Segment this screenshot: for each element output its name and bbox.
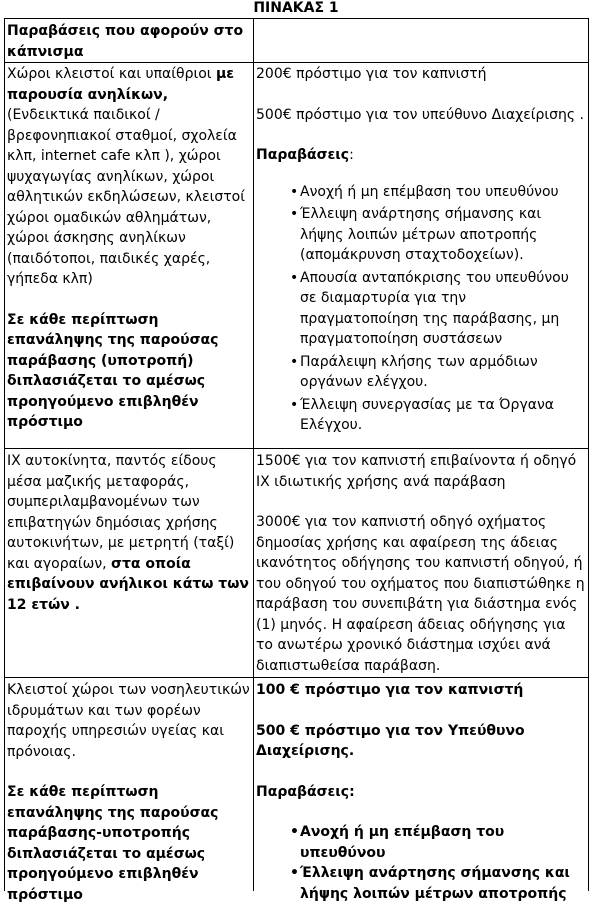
list-item: • Έλλειψη ανάρτησης σήμανσης και λήψης λοιπών μέτρων αποτροπής	[256, 863, 586, 904]
grid-line	[4, 62, 589, 63]
grid-line	[4, 448, 589, 449]
list-item: • Έλλειψη ανάρτησης σήμανσης και λήψης λοιπών μέτρων αποτροπής (απομάκρυνση σταχτοδοχείων).	[256, 204, 586, 266]
row1-violations-label: Παραβάσεις:	[256, 147, 354, 163]
list-item: • Απουσία ανταπόκρισης του υπευθύνου σε διαμαρτυρία για την πραγματοποίηση της παράβασης, μη πραγματοποίηση συστάσεων	[256, 268, 586, 350]
header-label: Παραβάσεις που αφορούν στο κάπνισμα	[7, 23, 244, 60]
row1-fine-manager: 500€ πρόστιμο για τον υπεύθυνο Διαχείρισης .	[256, 106, 585, 123]
grid-line	[253, 18, 254, 891]
header-left-cell	[7, 21, 251, 61]
list-item: • Ανοχή ή μη επέμβαση του υπευθύνου	[256, 182, 586, 203]
row2-fine-public: 3000€ για τον καπνιστή οδηγό οχήματος δημοσίας χρήσης και αφαίρεση της άδειας ικανότητος οδήγησης του καπνιστή οδηγού, ή του οδηγού του οχήματος που διαπιστώθηκε η παράβαση του συνεπιβάτη για διάστημα ενός (1) μηνός. Η αφαίρεση άδειας οδήγησης για το ανωτέρω χρονικό διάστημα ισχύει ανά διαπιστωθείσα παράβαση.	[256, 514, 585, 674]
row3-fine-smoker: 100 € πρόστιμο για τον καπνιστή	[256, 682, 524, 698]
row2-right-cell	[256, 451, 586, 675]
list-item: • Ανοχή ή μη επέμβαση του υπευθύνου	[256, 822, 586, 863]
row1-left-description: Χώροι κλειστοί και υπαίθριοι με παρουσία ανηλίκων, (Ενδεικτικά παιδικοί / βρεφονηπιακοί σταθμοί, σχολεία κλπ, internet cafe κλπ ), χώροι ψυχαγωγίας ανηλίκων, χώροι αθλητικών εκδηλώσεων, κλειστοί χώροι ομαδικών αθλημάτων, χώροι άσκησης ανηλίκων (παιδότοποι, παιδικές χαρές, γήπεδα κλπ)	[7, 66, 245, 287]
grid-line	[4, 677, 589, 678]
row3-fine-manager: 500 € πρόστιμο για τον Υπεύθυνο Διαχείρισης.	[256, 722, 525, 759]
row1-violations-list	[256, 182, 586, 436]
grid-line	[4, 18, 589, 19]
row3-right-cell	[256, 680, 586, 902]
row2-left-description: ΙΧ αυτοκίνητα, παντός είδους μέσα μαζικής μεταφοράς, συμπεριλαμβανομένων των επιβατηγών δημόσιας χρήσης αυτοκινήτων, με μετρητή (ταξί) και αγοραίων, στα οποία επιβαίνουν ανήλικοι κάτω των 12 ετών .	[7, 453, 249, 613]
row1-left-cell	[7, 64, 252, 446]
list-item: • Παράλειψη κλήσης των αρμόδιων οργάνων ελέγχου.	[256, 352, 586, 393]
row3-left-cell	[7, 680, 252, 903]
row2-fine-private: 1500€ για τον καπνιστή επιβαίνοντα ή οδηγό ΙΧ ιδιωτικής χρήσης ανά παράβαση	[256, 453, 577, 490]
row1-right-cell	[256, 64, 586, 446]
header-right-cell	[256, 21, 586, 61]
row1-left-repeat-note: Σε κάθε περίπτωση επανάληψης της παρούσας παράβασης (υποτροπή) διπλασιάζεται το αμέσως προηγούμενο επιβληθέν πρόστιμο	[7, 311, 219, 430]
row3-violations-list	[256, 822, 586, 904]
row1-fine-smoker: 200€ πρόστιμο για τον καπνιστή	[256, 66, 487, 82]
row3-left-description: Κλειστοί χώροι των νοσηλευτικών ιδρυμάτων και των φορέων παροχής υπηρεσιών υγείας και πρόνοιας.	[7, 682, 250, 760]
table-title: ΠΙΝΑΚΑΣ 1	[253, 0, 339, 16]
grid-line	[588, 18, 589, 891]
row2-left-cell	[7, 451, 252, 675]
list-item: • Έλλειψη συνεργασίας με τα Όργανα Ελέγχου.	[256, 395, 586, 436]
row3-violations-label: Παραβάσεις:	[256, 783, 355, 800]
grid-line	[4, 18, 5, 891]
row3-left-repeat-note: Σε κάθε περίπτωση επανάληψης της παρούσας παράβασης-υποτροπής διπλασιάζεται το αμέσως προηγούμενο επιβληθέν πρόστιμο	[7, 784, 219, 903]
